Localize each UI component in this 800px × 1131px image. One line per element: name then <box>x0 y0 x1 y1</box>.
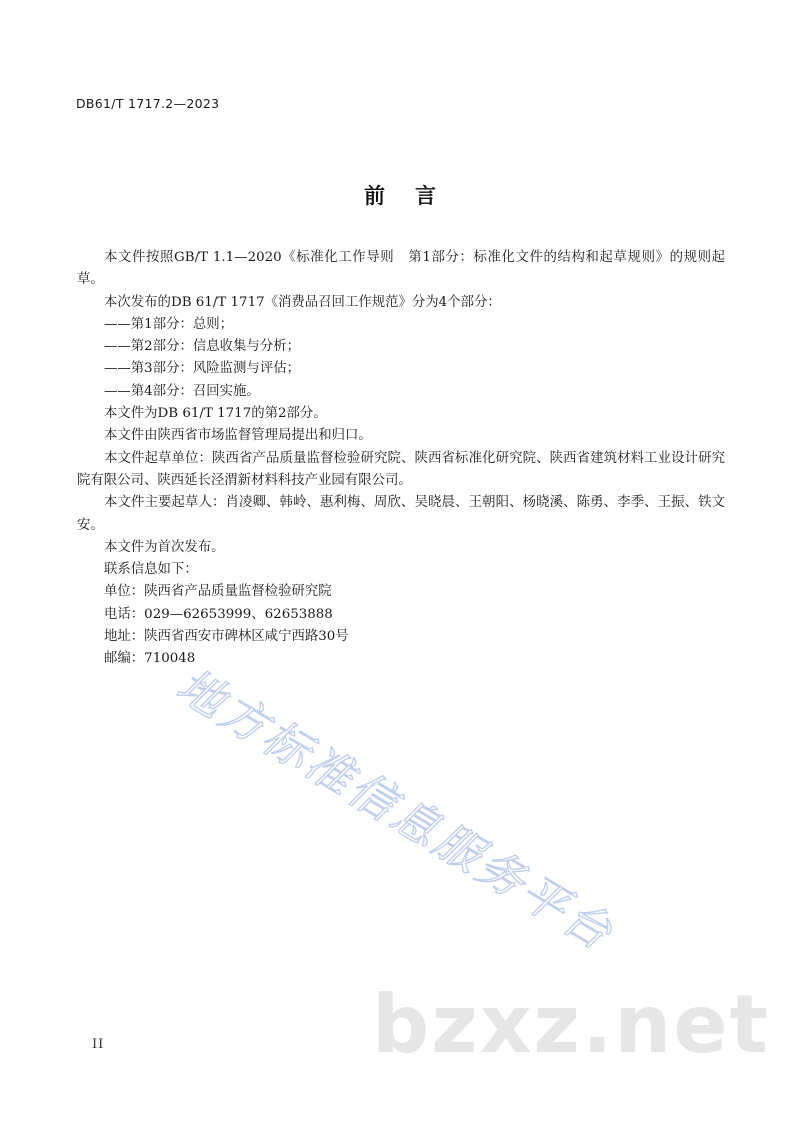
document-code: DB61/T 1717.2—2023 <box>76 96 220 111</box>
paragraph-proposer: 本文件由陕西省市场监督管理局提出和归口。 <box>104 428 372 444</box>
list-item-part-4: ——第4部分：召回实施。 <box>104 383 260 399</box>
paragraph-first-release: 本文件为首次发布。 <box>104 539 225 555</box>
platform-watermark: 地方标准信息服务平台 <box>167 657 624 962</box>
list-item-part-2: ——第2部分：信息收集与分析； <box>104 339 300 355</box>
paragraph-drafting-units: 本文件起草单位：陕西省产品质量监督检验研究院、陕西省标准化研究院、陕西省建筑材料工业设计研究院有限公司、陕西延长泾渭新材料科技产业园有限公司。 <box>77 450 725 488</box>
paragraph-contact-intro: 联系信息如下： <box>104 562 198 578</box>
section-title: 前言 <box>364 184 466 208</box>
site-watermark: bzxz.net <box>372 978 770 1071</box>
paragraph-part-number: 本文件为DB 61/T 1717的第2部分。 <box>104 406 327 422</box>
contact-phone: 电话：029—62653999、62653888 <box>104 606 333 622</box>
page-number: II <box>92 1037 105 1052</box>
list-item-part-1: ——第1部分：总则； <box>104 316 234 332</box>
paragraph-drafters: 本文件主要起草人：肖凌卿、韩岭、惠利梅、周欣、吴晓晨、王朝阳、杨晓溪、陈勇、李季、王振、铁文安。 <box>77 495 725 533</box>
list-item-part-3: ——第3部分：风险监测与评估； <box>104 361 300 377</box>
paragraph-drafting-rules: 本文件按照GB/T 1.1—2020《标准化工作导则 第1部分：标准化文件的结构和起草规则》的规则起草。 <box>77 250 725 288</box>
contact-unit: 单位：陕西省产品质量监督检验研究院 <box>104 584 332 600</box>
contact-postcode: 邮编：710048 <box>104 651 196 667</box>
document-body <box>77 247 725 671</box>
paragraph-parts-intro: 本次发布的DB 61/T 1717《消费品召回工作规范》分为4个部分： <box>104 294 501 310</box>
contact-address: 地址：陕西省西安市碑林区咸宁西路30号 <box>104 629 349 645</box>
